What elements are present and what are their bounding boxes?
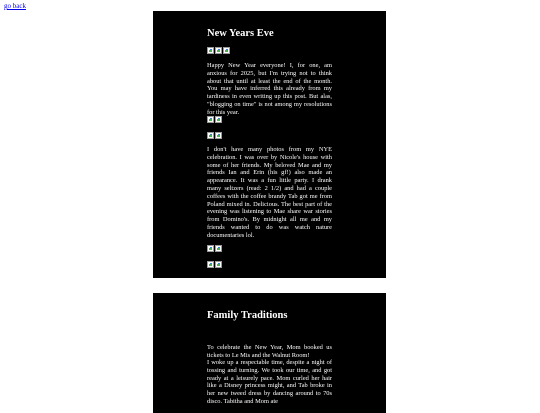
broken-image-icon [207,116,214,123]
post-title: New Years Eve [207,28,274,39]
post-paragraph: To celebrate the New Year, Mom booked us tickets to Le Mis and the Walnut Room! [207,344,332,359]
broken-image-icon [215,132,222,139]
broken-image-icon [207,245,214,252]
broken-image-icon [223,47,230,54]
broken-image-icon [215,47,222,54]
broken-image-icon [207,132,214,139]
post-paragraph: I don't have many photos from my NYE celebration. I was over by Nicole's house with some of her friends. My beloved Mae and my friends Ian and Erin (his gf!) also made an appearance. It was a fun little party. I drank many seltzers (read: 2 1/2) and had a couple coffees with the coffee brandy Tab got me from Poland mixed in. Delicious. The best part of the evening was listening to Mae share war stories from Domino's. By midnight all me and my friends wanted to do was watch nature documentaries lol. [207,146,332,239]
post-paragraph: Happy New Year everyone! I, for one, am anxious for 2025, but I'm trying not to think about that until at least the end of the month. You may have inferred this already from my tardiness in even writing up this post. But alas, "blogging on time" is not among my resolutions for this year. [207,62,332,116]
post-new-years-eve [153,11,386,278]
image-row [207,132,222,139]
go-back-link[interactable]: go back [4,2,26,10]
post-title: Family Traditions [207,310,288,321]
image-row [207,245,222,252]
broken-image-icon [215,245,222,252]
post-paragraph: I woke up a respectable time, despite a night of tossing and turning. We took our time, and got ready at a leisurely pace. Mom curled her hair like a Disney princess might, and Tab broke in her new tweed dress by dancing around to 70s disco. Tabitha and Mom ate [207,359,332,405]
image-row [207,47,230,54]
image-row [207,116,222,123]
broken-image-icon [207,47,214,54]
broken-image-icon [207,261,214,268]
broken-image-icon [215,261,222,268]
broken-image-icon [215,116,222,123]
image-row [207,261,222,268]
post-family-traditions [153,293,386,413]
